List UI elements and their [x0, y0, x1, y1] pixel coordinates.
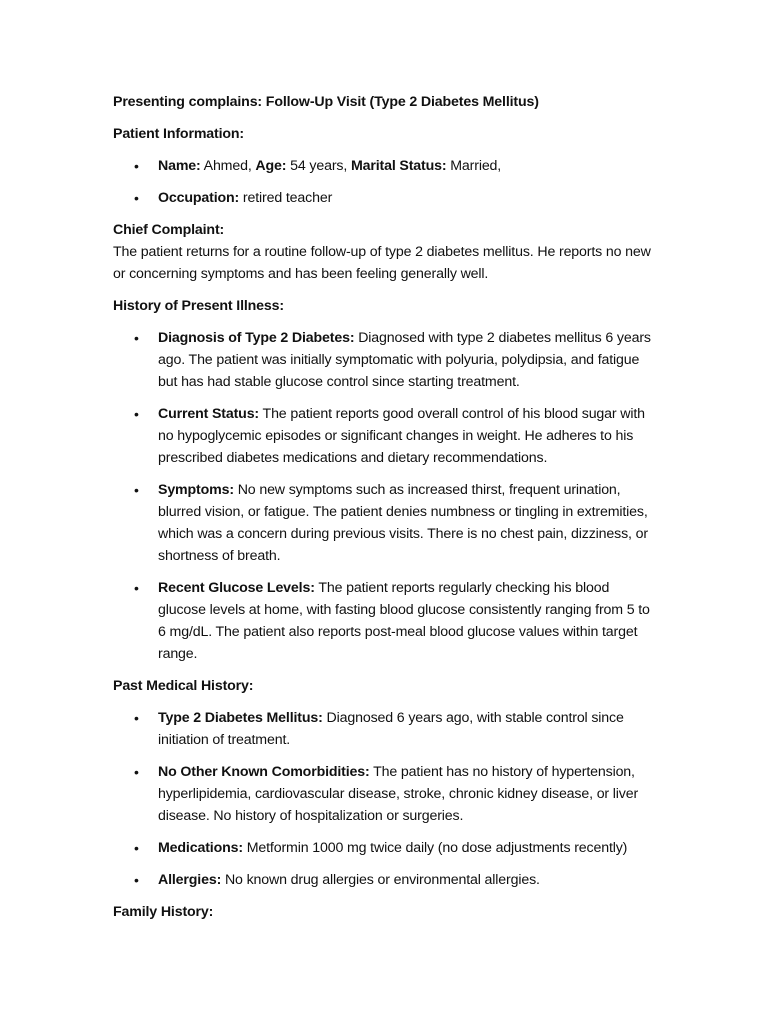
chief-complaint-heading: Chief Complaint:	[113, 222, 225, 238]
hpi-item	[113, 403, 658, 469]
pmh-item-label: No Other Known Comorbidities:	[158, 764, 370, 780]
pmh-item	[113, 761, 658, 827]
pmh-item-label: Type 2 Diabetes Mellitus:	[158, 710, 323, 726]
pmh-item-text: The patient has no history of hypertension, hyperlipidemia, cardiovascular disease, stroke, chronic kidney disease, or liver disease. No history of hospitalization or surgeries.	[158, 764, 639, 824]
patient-info-item-name	[113, 155, 658, 177]
age-value: 54 years,	[286, 158, 351, 174]
pmh-item-text: Diagnosed 6 years ago, with stable control since initiation of treatment.	[158, 710, 624, 748]
patient-info-heading: Patient Information:	[113, 126, 244, 142]
hpi-item-text: The patient reports regularly checking his blood glucose levels at home, with fasting blood glucose consistently ranging from 5 to 6 mg/dL. The patient also reports post-meal blood glucose values within target range.	[158, 580, 650, 662]
hpi-list	[113, 327, 658, 665]
pmh-item-label: Allergies:	[158, 872, 222, 888]
patient-info-item-occupation	[113, 187, 658, 209]
hpi-heading: History of Present Illness:	[113, 298, 284, 314]
hpi-item	[113, 577, 658, 665]
marital-status-label: Marital Status:	[350, 158, 447, 174]
pmh-item	[113, 869, 658, 891]
pmh-item-label: Medications:	[158, 840, 243, 856]
pmh-list	[113, 707, 658, 891]
pmh-item-text: No known drug allergies or environmental allergies.	[221, 872, 540, 888]
hpi-item-label: Diagnosis of Type 2 Diabetes:	[158, 330, 355, 346]
name-value: Ahmed,	[200, 158, 256, 174]
marital-status-value: Married,	[446, 158, 502, 174]
bullet-icon: •	[134, 482, 139, 498]
hpi-item-label: Recent Glucose Levels:	[158, 580, 315, 596]
name-label: Name:	[158, 158, 201, 174]
family-history-heading: Family History:	[113, 904, 214, 920]
bullet-icon: •	[134, 710, 139, 726]
age-label: Age:	[255, 158, 287, 174]
chief-complaint-text: The patient returns for a routine follow-up of type 2 diabetes mellitus. He reports no new or concerning symptoms and has been feeling generally well.	[113, 244, 651, 282]
hpi-item-text: No new symptoms such as increased thirst, frequent urination, blurred vision, or fatigue. The patient denies numbness or tingling in extremities, which was a concern during previous visits. There is no chest pain, dizziness, or shortness of breath.	[158, 482, 648, 564]
document-title: Presenting complains: Follow-Up Visit (Type 2 Diabetes Mellitus)	[113, 94, 539, 110]
pmh-item	[113, 837, 658, 859]
hpi-item-text: Diagnosed with type 2 diabetes mellitus 6 years ago. The patient was initially symptomatic with polyuria, polydipsia, and fatigue but has had stable glucose control since starting treatment.	[158, 330, 651, 390]
hpi-item	[113, 327, 658, 393]
hpi-item-label: Symptoms:	[158, 482, 234, 498]
document-page	[113, 91, 658, 923]
bullet-icon: •	[134, 872, 139, 888]
pmh-item-text: Metformin 1000 mg twice daily (no dose adjustments recently)	[242, 840, 628, 856]
bullet-icon: •	[134, 840, 139, 856]
bullet-icon: •	[134, 580, 139, 596]
occupation-value: retired teacher	[239, 190, 333, 206]
hpi-item-label: Current Status:	[158, 406, 260, 422]
pmh-item	[113, 707, 658, 751]
hpi-item	[113, 479, 658, 567]
bullet-icon: •	[134, 406, 139, 422]
occupation-label: Occupation:	[158, 190, 240, 206]
patient-info-list	[113, 155, 658, 209]
bullet-icon: •	[134, 764, 139, 780]
bullet-icon: •	[134, 158, 139, 174]
pmh-heading: Past Medical History:	[113, 678, 254, 694]
bullet-icon: •	[134, 190, 139, 206]
bullet-icon: •	[134, 330, 139, 346]
hpi-item-text: The patient reports good overall control of his blood sugar with no hypoglycemic episodes or significant changes in weight. He adheres to his prescribed diabetes medications and dietary recommendations.	[158, 406, 645, 466]
